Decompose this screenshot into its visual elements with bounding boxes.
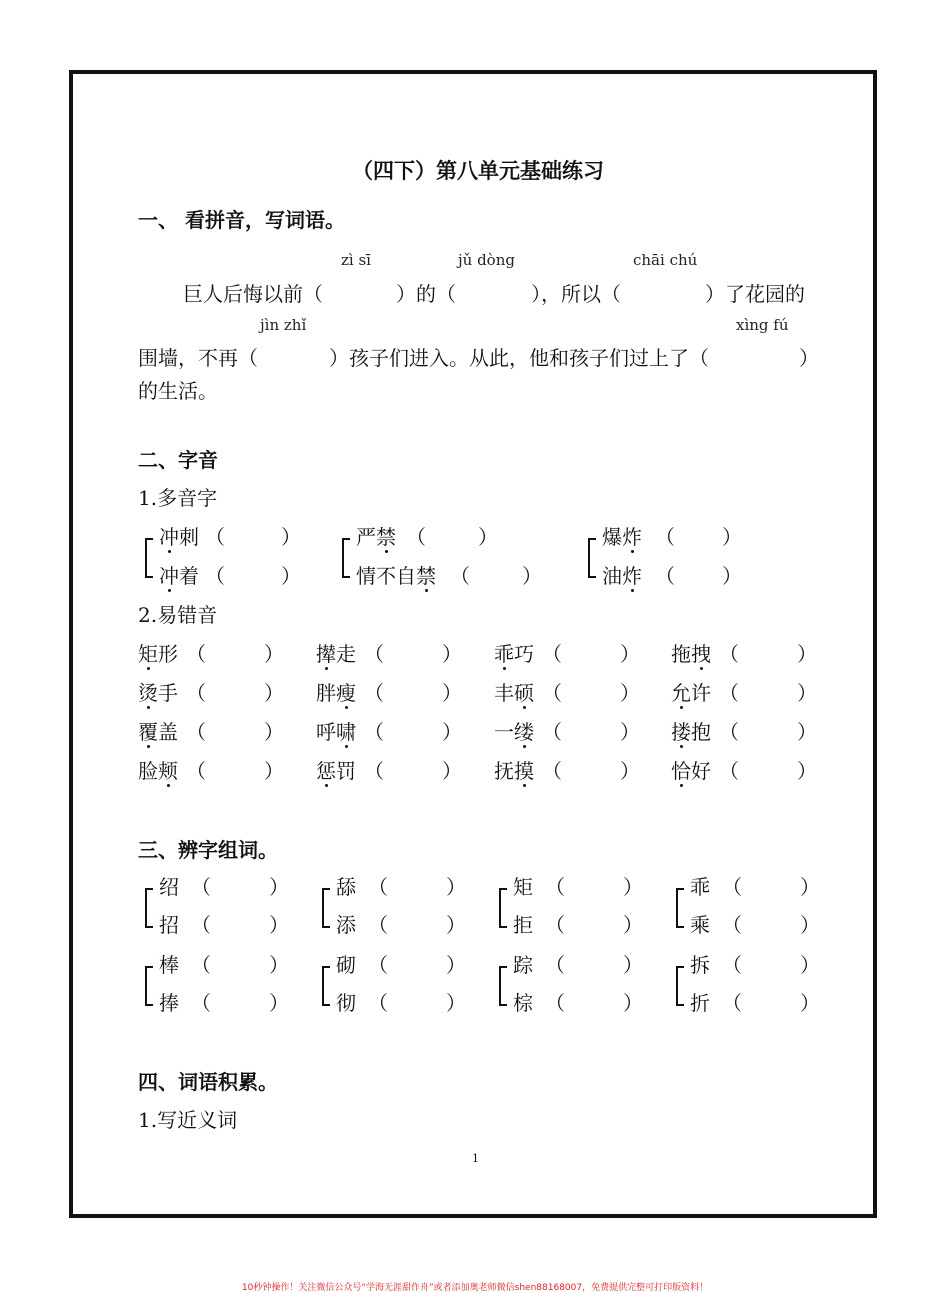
emphasis-dot-char: 啸 <box>336 720 356 744</box>
answer-close-paren: ） <box>281 525 301 549</box>
answer-close-paren: ） <box>800 991 820 1015</box>
answer-open-paren: （ <box>542 759 562 783</box>
answer-open-paren: （ <box>545 953 565 977</box>
error-prone-word: 允许 <box>671 681 711 705</box>
answer-open-paren: （ <box>545 991 565 1015</box>
emphasis-dot-char: 冲 <box>159 564 179 588</box>
answer-open-paren: （ <box>406 525 426 549</box>
pinyin-2: jǔ dòng <box>458 251 515 269</box>
emphasis-dot-char: 覆 <box>138 720 158 744</box>
answer-open-paren: （ <box>205 525 225 549</box>
answer-open-paren: （ <box>191 991 211 1015</box>
group-char: 绍 <box>159 875 179 899</box>
section-1-heading: 一、 看拼音，写词语。 <box>138 208 345 232</box>
pinyin-4: jìn zhǐ <box>260 316 307 334</box>
answer-open-paren: （ <box>542 681 562 705</box>
sentence-fragment: 巨人后悔以前（ <box>183 282 323 306</box>
answer-close-paren: ） <box>620 642 640 666</box>
page-number: 1 <box>472 1152 479 1165</box>
polyphonic-word: 冲着 <box>159 564 199 588</box>
emphasis-dot-char: 颊 <box>158 759 178 783</box>
polyphonic-word: 油炸 <box>602 564 642 588</box>
answer-close-paren: ） <box>442 642 462 666</box>
answer-close-paren: ） <box>623 953 643 977</box>
answer-close-paren: ） <box>446 875 466 899</box>
answer-open-paren: （ <box>364 720 384 744</box>
group-bracket <box>588 538 596 578</box>
emphasis-dot-char: 撵 <box>316 642 336 666</box>
error-prone-word: 丰硕 <box>494 681 534 705</box>
answer-close-paren: ） <box>281 564 301 588</box>
group-bracket <box>322 966 330 1006</box>
answer-open-paren: （ <box>364 759 384 783</box>
answer-open-paren: （ <box>368 991 388 1015</box>
answer-close-paren: ） <box>800 913 820 937</box>
error-prone-word: 一缕 <box>494 720 534 744</box>
answer-open-paren: （ <box>545 913 565 937</box>
emphasis-dot-char: 缕 <box>514 720 534 744</box>
answer-open-paren: （ <box>722 913 742 937</box>
error-prone-word: 覆盖 <box>138 720 178 744</box>
group-char: 棒 <box>159 953 179 977</box>
answer-close-paren: ） <box>446 991 466 1015</box>
answer-close-paren: ） <box>722 564 742 588</box>
emphasis-dot-char: 惩 <box>316 759 336 783</box>
pinyin-5: xìng fú <box>736 316 789 334</box>
group-char: 折 <box>690 991 710 1015</box>
error-prone-word: 乖巧 <box>494 642 534 666</box>
answer-open-paren: （ <box>368 875 388 899</box>
emphasis-dot-char: 允 <box>671 681 691 705</box>
emphasis-dot-char: 乖 <box>494 642 514 666</box>
answer-close-paren: ） <box>269 875 289 899</box>
error-prone-word: 恰好 <box>671 759 711 783</box>
group-bracket <box>145 888 153 928</box>
group-bracket <box>499 888 507 928</box>
answer-open-paren: （ <box>542 720 562 744</box>
answer-close-paren: ） <box>620 681 640 705</box>
answer-close-paren: ） <box>269 991 289 1015</box>
error-prone-word: 撵走 <box>316 642 356 666</box>
answer-close-paren: ） <box>800 953 820 977</box>
answer-close-paren: ） <box>446 953 466 977</box>
group-char: 拒 <box>513 913 533 937</box>
polyphonic-word: 冲刺 <box>159 525 199 549</box>
sentence-fragment: ）孩子们进入。从此，他和孩子们过上了（ <box>329 346 709 370</box>
error-prone-word: 矩形 <box>138 642 178 666</box>
group-bracket <box>676 966 684 1006</box>
error-prone-word: 呼啸 <box>316 720 356 744</box>
answer-open-paren: （ <box>191 953 211 977</box>
group-bracket <box>342 538 350 578</box>
sentence-fragment: ）了花园的 <box>705 282 805 306</box>
answer-open-paren: （ <box>364 642 384 666</box>
answer-open-paren: （ <box>655 525 675 549</box>
error-prone-word: 抚摸 <box>494 759 534 783</box>
error-prone-word: 搂抱 <box>671 720 711 744</box>
answer-close-paren: ） <box>269 913 289 937</box>
emphasis-dot-char: 炸 <box>622 564 642 588</box>
group-bracket <box>676 888 684 928</box>
answer-open-paren: （ <box>186 720 206 744</box>
answer-open-paren: （ <box>719 720 739 744</box>
answer-open-paren: （ <box>722 875 742 899</box>
answer-open-paren: （ <box>655 564 675 588</box>
polyphonic-word: 情不自禁 <box>356 564 436 588</box>
answer-open-paren: （ <box>450 564 470 588</box>
group-char: 砌 <box>336 953 356 977</box>
answer-open-paren: （ <box>186 681 206 705</box>
answer-close-paren: ） <box>442 720 462 744</box>
group-char: 招 <box>159 913 179 937</box>
section-4-heading: 四、词语积累。 <box>138 1070 278 1094</box>
section-2-heading: 二、字音 <box>138 448 218 472</box>
group-bracket <box>145 966 153 1006</box>
answer-close-paren: ） <box>623 875 643 899</box>
group-char: 彻 <box>336 991 356 1015</box>
sentence-fragment: 围墙，不再（ <box>138 346 258 370</box>
answer-open-paren: （ <box>368 953 388 977</box>
error-prone-word: 拖拽 <box>671 642 711 666</box>
group-char: 舔 <box>336 875 356 899</box>
answer-close-paren: ） <box>264 642 284 666</box>
emphasis-dot-char: 禁 <box>376 525 396 549</box>
section-3-heading: 三、辨字组词。 <box>138 838 278 862</box>
error-prone-word: 惩罚 <box>316 759 356 783</box>
group-char: 矩 <box>513 875 533 899</box>
sentence-fragment: ）的（ <box>396 282 456 306</box>
answer-close-paren: ） <box>797 681 817 705</box>
group-bracket <box>499 966 507 1006</box>
answer-close-paren: ） <box>264 681 284 705</box>
group-bracket <box>322 888 330 928</box>
subsection-synonyms: 1.写近义词 <box>138 1108 238 1132</box>
group-char: 添 <box>336 913 356 937</box>
emphasis-dot-char: 拽 <box>691 642 711 666</box>
answer-close-paren: ） <box>442 681 462 705</box>
error-prone-word: 烫手 <box>138 681 178 705</box>
group-char: 乘 <box>690 913 710 937</box>
answer-close-paren: ） <box>522 564 542 588</box>
emphasis-dot-char: 矩 <box>138 642 158 666</box>
sentence-fragment: 的生活。 <box>138 379 218 403</box>
answer-close-paren: ） <box>797 720 817 744</box>
sentence-fragment: ），所以（ <box>531 282 621 306</box>
answer-open-paren: （ <box>545 875 565 899</box>
answer-open-paren: （ <box>364 681 384 705</box>
worksheet-title: （四下）第八单元基础练习 <box>352 158 604 183</box>
answer-open-paren: （ <box>719 759 739 783</box>
answer-open-paren: （ <box>722 953 742 977</box>
subsection-polyphonic: 1.多音字 <box>138 486 218 510</box>
group-char: 捧 <box>159 991 179 1015</box>
answer-close-paren: ） <box>797 759 817 783</box>
emphasis-dot-char: 炸 <box>622 525 642 549</box>
answer-close-paren: ） <box>269 953 289 977</box>
sentence-fragment: ） <box>799 346 819 370</box>
group-bracket <box>145 538 153 578</box>
pinyin-1: zì sī <box>341 251 371 269</box>
answer-open-paren: （ <box>191 875 211 899</box>
answer-close-paren: ） <box>620 720 640 744</box>
answer-open-paren: （ <box>719 681 739 705</box>
group-char: 拆 <box>690 953 710 977</box>
emphasis-dot-char: 恰 <box>671 759 691 783</box>
emphasis-dot-char: 冲 <box>159 525 179 549</box>
emphasis-dot-char: 搂 <box>671 720 691 744</box>
error-prone-word: 胖瘦 <box>316 681 356 705</box>
answer-open-paren: （ <box>542 642 562 666</box>
pinyin-3: chāi chú <box>633 251 698 269</box>
answer-close-paren: ） <box>623 913 643 937</box>
answer-close-paren: ） <box>623 991 643 1015</box>
answer-close-paren: ） <box>442 759 462 783</box>
emphasis-dot-char: 摸 <box>514 759 534 783</box>
answer-open-paren: （ <box>186 642 206 666</box>
emphasis-dot-char: 瘦 <box>336 681 356 705</box>
answer-open-paren: （ <box>191 913 211 937</box>
group-char: 棕 <box>513 991 533 1015</box>
answer-open-paren: （ <box>719 642 739 666</box>
answer-close-paren: ） <box>264 759 284 783</box>
answer-close-paren: ） <box>478 525 498 549</box>
footer-note: 10秒钟操作！关注微信公众号“学海无涯甜作舟”或者添加奥老师微信shen88168007，免费提供完整可打印版资料！ <box>241 1283 709 1293</box>
subsection-error-prone: 2.易错音 <box>138 603 218 627</box>
answer-close-paren: ） <box>446 913 466 937</box>
error-prone-word: 脸颊 <box>138 759 178 783</box>
answer-close-paren: ） <box>620 759 640 783</box>
answer-open-paren: （ <box>368 913 388 937</box>
answer-open-paren: （ <box>722 991 742 1015</box>
polyphonic-word: 严禁 <box>356 525 396 549</box>
answer-open-paren: （ <box>186 759 206 783</box>
answer-open-paren: （ <box>205 564 225 588</box>
group-char: 踪 <box>513 953 533 977</box>
polyphonic-word: 爆炸 <box>602 525 642 549</box>
emphasis-dot-char: 禁 <box>416 564 436 588</box>
group-char: 乖 <box>690 875 710 899</box>
answer-close-paren: ） <box>722 525 742 549</box>
emphasis-dot-char: 烫 <box>138 681 158 705</box>
answer-close-paren: ） <box>800 875 820 899</box>
answer-close-paren: ） <box>264 720 284 744</box>
answer-close-paren: ） <box>797 642 817 666</box>
emphasis-dot-char: 硕 <box>514 681 534 705</box>
